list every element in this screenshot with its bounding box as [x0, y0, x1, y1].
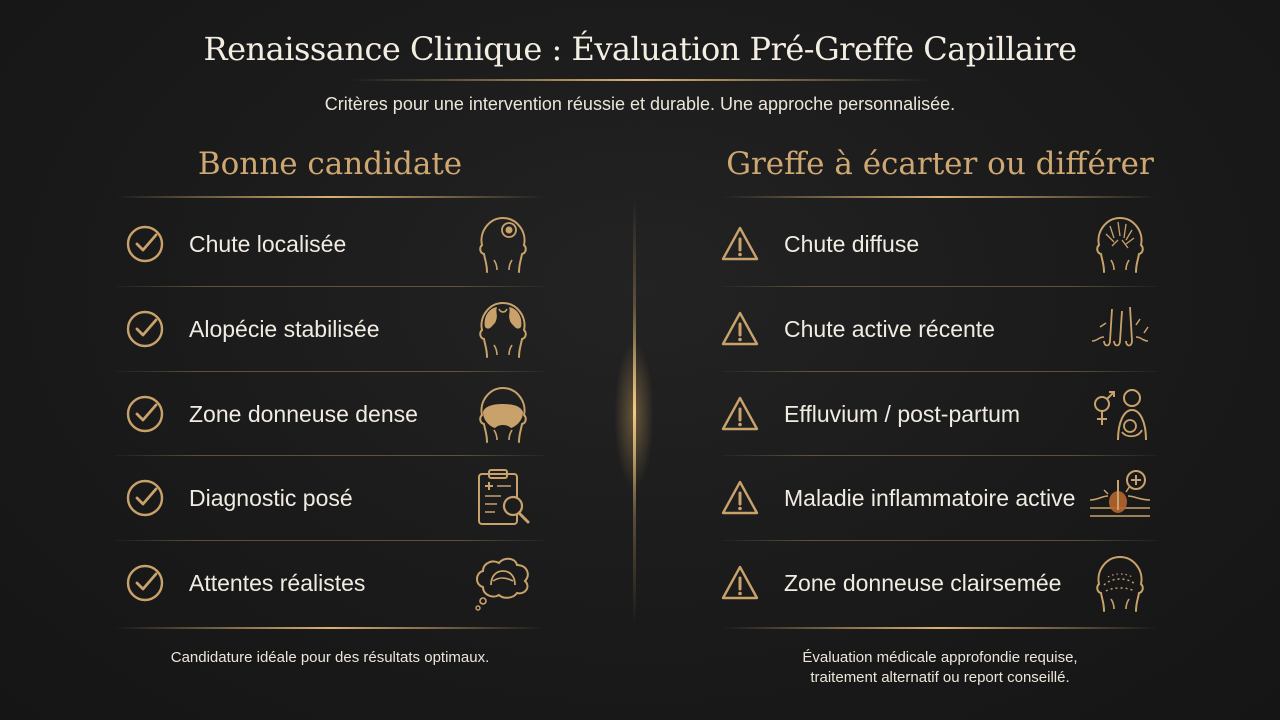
head-dense-donor-icon [471, 382, 535, 446]
check-circle-icon [125, 224, 165, 264]
list-item [125, 287, 535, 371]
check-circle-icon [125, 394, 165, 434]
left-bottom-line [115, 627, 545, 629]
list-item [720, 202, 1152, 286]
list-item-label: Attentes réalistes [189, 569, 366, 596]
clipboard-magnifier-icon [471, 466, 535, 530]
left-column-title: Bonne candidate [197, 146, 463, 182]
right-footer-line-1: Évaluation médicale approfondie requise, [802, 649, 1078, 666]
list-item [720, 287, 1152, 371]
list-item-label: Chute active récente [784, 315, 995, 342]
warning-icon [720, 224, 760, 264]
list-item-label: Effluvium / post-partum [784, 400, 1021, 427]
list-item [720, 541, 1152, 625]
list-item [125, 372, 535, 456]
right-footer-line-2: traitement alternatif ou report conseillé. [810, 669, 1070, 686]
list-item [125, 202, 535, 286]
hair-follicles-icon [1088, 297, 1152, 361]
right-title-underline [722, 196, 1158, 198]
check-circle-icon [125, 563, 165, 603]
list-item-label: Diagnostic posé [189, 484, 353, 511]
gender-mother-baby-icon [1088, 382, 1152, 446]
check-circle-icon [125, 309, 165, 349]
warning-icon [720, 309, 760, 349]
check-circle-icon [125, 478, 165, 518]
list-item-label: Maladie inflammatoire active [784, 484, 1076, 511]
list-item [720, 372, 1152, 456]
head-sparse-donor-icon [1088, 551, 1152, 615]
right-footer-note [722, 648, 1158, 688]
head-stabilized-alopecia-icon [471, 297, 535, 361]
head-localized-loss-icon [471, 212, 535, 276]
list-item-label: Chute localisée [189, 230, 347, 257]
thought-bubble-icon [471, 551, 535, 615]
left-title-underline [115, 196, 545, 198]
list-item-label: Zone donneuse dense [189, 400, 418, 427]
list-item-label: Chute diffuse [784, 230, 920, 257]
skin-inflammation-icon [1088, 466, 1152, 530]
page-title: Renaissance Clinique : Évaluation Pré-Greffe Capillaire [203, 30, 1077, 68]
left-footer-note: Candidature idéale pour des résultats optimaux. [170, 649, 490, 666]
warning-icon [720, 394, 760, 434]
list-item [125, 541, 535, 625]
list-item [125, 456, 535, 540]
page-subtitle: Critères pour une intervention réussie et durable. Une approche personnalisée. [324, 94, 956, 114]
right-column-title: Greffe à écarter ou différer [726, 146, 1154, 182]
head-diffuse-loss-icon [1088, 212, 1152, 276]
right-bottom-line [722, 627, 1158, 629]
list-item [720, 456, 1152, 540]
list-item-label: Alopécie stabilisée [189, 315, 380, 342]
list-item-label: Zone donneuse clairsemée [784, 569, 1062, 596]
column-divider [633, 198, 636, 624]
warning-icon [720, 478, 760, 518]
title-underline [350, 79, 930, 81]
warning-icon [720, 563, 760, 603]
